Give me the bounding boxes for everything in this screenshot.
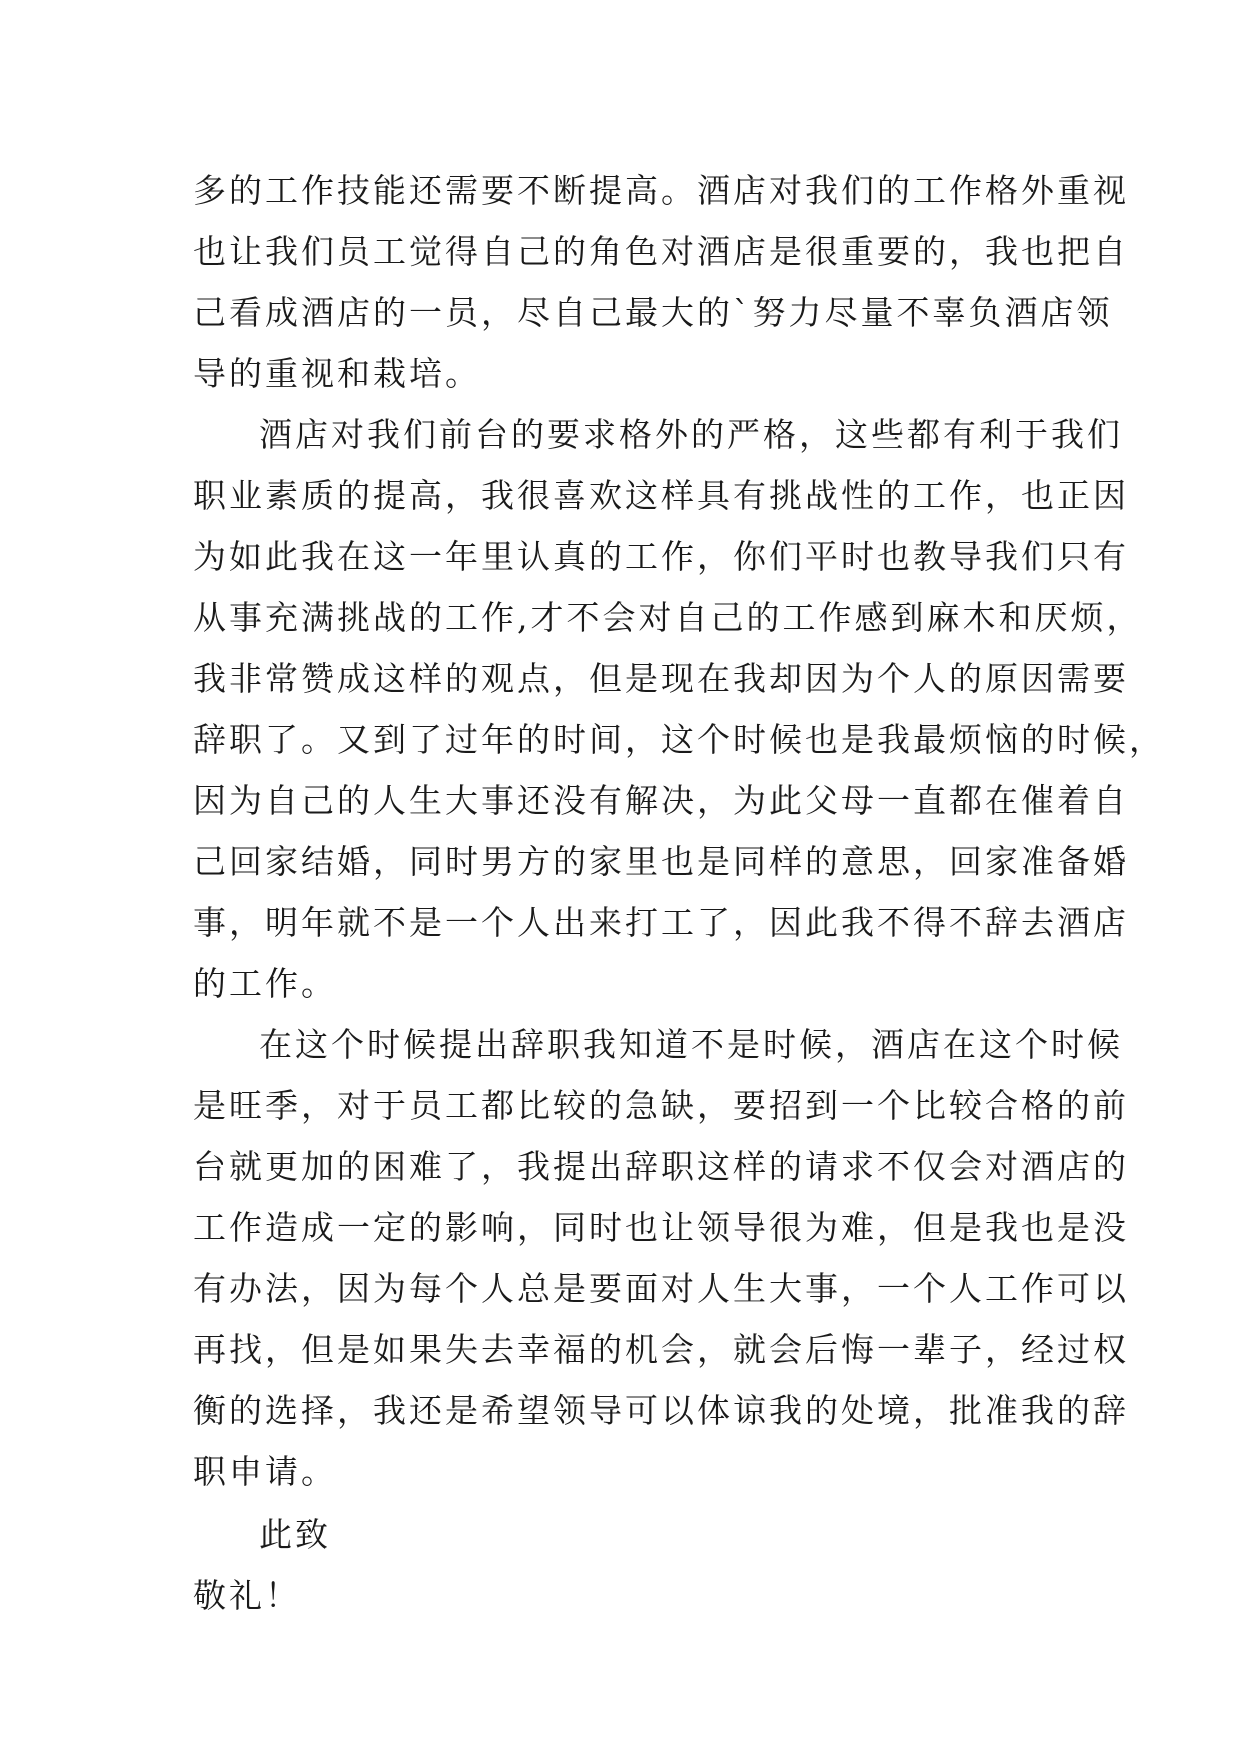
text-line: 再找，但是如果失去幸福的机会，就会后悔一辈子，经过权 (193, 1330, 1129, 1369)
paragraph-3 (193, 1014, 1129, 1502)
text-line: 我非常赞成这样的观点，但是现在我却因为个人的原因需要 (193, 659, 1129, 698)
text-line: 职业素质的提高，我很喜欢这样具有挑战性的工作，也正因 (193, 476, 1129, 515)
text-line: 己看成酒店的一员，尽自己最大的`努力尽量不辜负酒店领 (193, 293, 1113, 332)
text-line: 从事充满挑战的工作,才不会对自己的工作感到麻木和厌烦， (193, 598, 1143, 637)
text-line: 因为自己的人生大事还没有解决，为此父母一直都在催着自 (193, 781, 1129, 820)
text-line: 工作造成一定的影响，同时也让领导很为难，但是我也是没 (193, 1208, 1129, 1247)
text-line: 有办法，因为每个人总是要面对人生大事，一个人工作可以 (193, 1269, 1129, 1308)
text-line: 是旺季，对于员工都比较的急缺，要招到一个比较合格的前 (193, 1086, 1129, 1125)
paragraph-1 (193, 160, 1129, 404)
text-line: 职申请。 (193, 1452, 337, 1491)
closing-salutation: 此致 (259, 1515, 331, 1554)
text-line: 在这个时候提出辞职我知道不是时候，酒店在这个时候 (259, 1025, 1123, 1064)
letter-closing (193, 1504, 1053, 1626)
text-line: 衡的选择，我还是希望领导可以体谅我的处境，批准我的辞 (193, 1391, 1129, 1430)
text-line: 为如此我在这一年里认真的工作，你们平时也教导我们只有 (193, 537, 1129, 576)
text-line: 也让我们员工觉得自己的角色对酒店是很重要的，我也把自 (193, 232, 1129, 271)
text-line: 酒店对我们前台的要求格外的严格，这些都有利于我们 (259, 415, 1123, 454)
text-line: 的工作。 (193, 964, 337, 1003)
text-line: 多的工作技能还需要不断提高。酒店对我们的工作格外重视 (193, 171, 1129, 210)
text-line: 事，明年就不是一个人出来打工了，因此我不得不辞去酒店 (193, 903, 1129, 942)
closing-regards: 敬礼！ (193, 1576, 301, 1615)
text-line: 己回家结婚，同时男方的家里也是同样的意思，回家准备婚 (193, 842, 1129, 881)
text-line: 辞职了。又到了过年的时间，这个时候也是我最烦恼的时候， (193, 720, 1165, 759)
text-line: 台就更加的困难了，我提出辞职这样的请求不仅会对酒店的 (193, 1147, 1129, 1186)
text-line: 导的重视和栽培。 (193, 354, 481, 393)
letter-body (193, 160, 1165, 1626)
paragraph-2 (193, 404, 1165, 1014)
